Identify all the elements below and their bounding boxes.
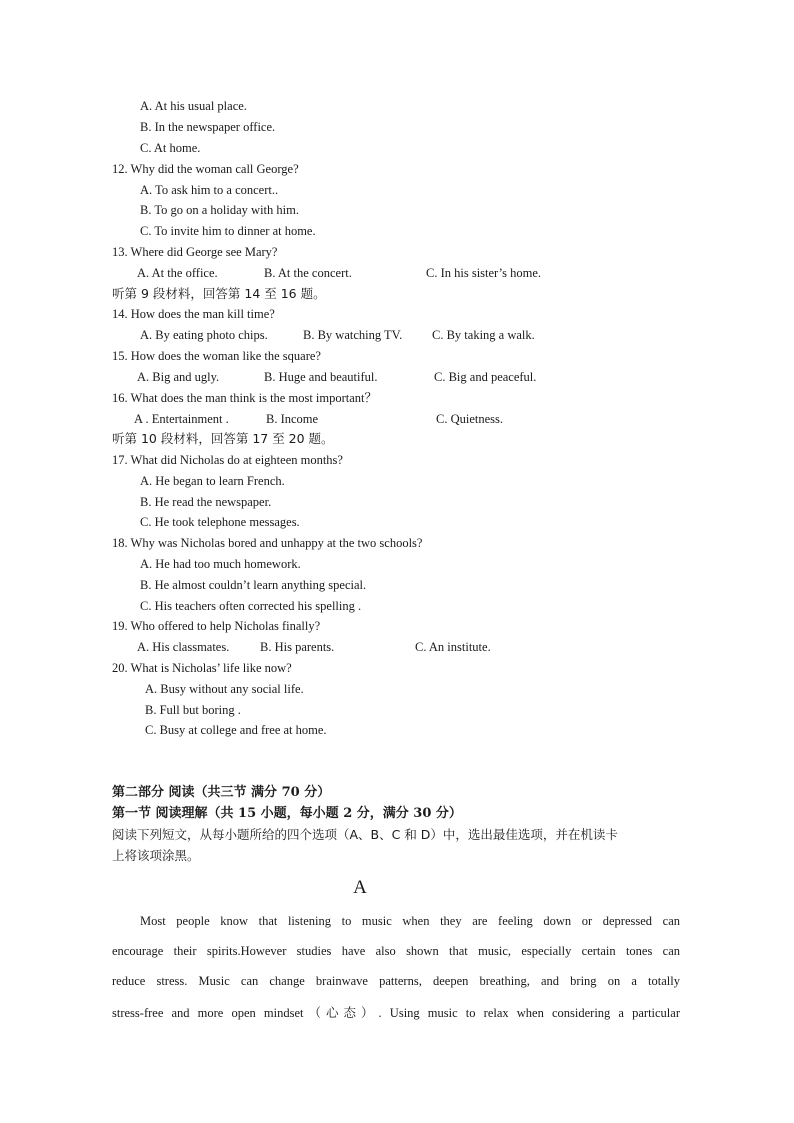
instruction-line-2: 上将该项涂黑。 xyxy=(112,848,200,863)
q17-option-b: B. He read the newspaper. xyxy=(140,495,272,509)
passage-line: reduce stress. Music can change brainwave patterns, deepen breathing, and bring on a totally xyxy=(112,974,680,988)
q14-option-c: C. By taking a walk. xyxy=(432,328,535,342)
q19-option-c: C. An institute. xyxy=(415,640,491,654)
q18-option-b: B. He almost couldn’t learn anything special. xyxy=(140,578,367,592)
q14-stem: 14. How does the man kill time? xyxy=(112,307,275,321)
q15-option-b: B. Huge and beautiful. xyxy=(264,370,378,384)
q13-stem: 13. Where did George see Mary? xyxy=(112,245,278,259)
q11-option-b: B. In the newspaper office. xyxy=(140,120,276,134)
q15-option-a: A. Big and ugly. xyxy=(137,370,220,384)
q13-option-c: C. In his sister’s home. xyxy=(426,266,542,280)
q13-option-b: B. At the concert. xyxy=(264,266,352,280)
section-1-title: 第一节 阅读理解（共 15 小题，每小题 2 分，满分 30 分） xyxy=(112,806,462,821)
q12-option-b: B. To go on a holiday with him. xyxy=(140,203,299,217)
q14-option-b: B. By watching TV. xyxy=(303,328,403,342)
q20-option-a: A. Busy without any social life. xyxy=(145,682,304,696)
q12-option-a: A. To ask him to a concert.. xyxy=(140,183,279,197)
q13-option-a: A. At the office. xyxy=(137,266,218,280)
q17-option-c: C. He took telephone messages. xyxy=(140,515,300,529)
q16-option-b: B. Income xyxy=(266,412,319,426)
q19-option-a: A. His classmates. xyxy=(137,640,230,654)
q16-stem: 16. What does the man think is the most important？ xyxy=(112,391,378,405)
q14-option-a: A. By eating photo chips. xyxy=(140,328,268,342)
q20-option-c: C. Busy at college and free at home. xyxy=(145,723,327,737)
passage-label: A xyxy=(353,877,367,898)
section-9-heading: 听第 9 段材料，回答第 14 至 16 题。 xyxy=(112,286,326,301)
q15-option-c: C. Big and peaceful. xyxy=(434,370,537,384)
q18-stem: 18. Why was Nicholas bored and unhappy at the two schools? xyxy=(112,536,423,550)
section-10-heading: 听第 10 段材料，回答第 17 至 20 题。 xyxy=(112,431,334,446)
q18-option-a: A. He had too much homework. xyxy=(140,557,301,571)
q16-option-a: A . Entertainment . xyxy=(134,412,229,426)
q17-option-a: A. He began to learn French. xyxy=(140,474,285,488)
part-2-title: 第二部分 阅读（共三节 满分 70 分） xyxy=(112,785,331,800)
passage-line: stress-free and more open mindset（心态）. Using music to relax when considering a particular xyxy=(112,1006,680,1020)
q17-stem: 17. What did Nicholas do at eighteen months? xyxy=(112,453,343,467)
q11-option-c: C. At home. xyxy=(140,141,201,155)
q15-stem: 15. How does the woman like the square? xyxy=(112,349,321,363)
instruction-line-1: 阅读下列短文，从每小题所给的四个选项（A、B、C 和 D）中，选出最佳选项，并在机读卡 xyxy=(112,827,618,842)
q16-option-c: C. Quietness. xyxy=(436,412,504,426)
q11-option-a: A. At his usual place. xyxy=(140,99,247,113)
q19-stem: 19. Who offered to help Nicholas finally? xyxy=(112,619,321,633)
q20-stem: 20. What is Nicholas’ life like now? xyxy=(112,661,292,675)
passage-line: Most people know that listening to music when they are feeling down or depressed can xyxy=(140,914,680,928)
passage-line: encourage their spirits.However studies have also shown that music, especially certain tones can xyxy=(112,944,680,958)
q18-option-c: C. His teachers often corrected his spelling . xyxy=(140,599,362,613)
q12-stem: 12. Why did the woman call George? xyxy=(112,162,299,176)
q20-option-b: B. Full but boring . xyxy=(145,703,241,717)
q19-option-b: B. His parents. xyxy=(260,640,335,654)
q12-option-c: C. To invite him to dinner at home. xyxy=(140,224,316,238)
